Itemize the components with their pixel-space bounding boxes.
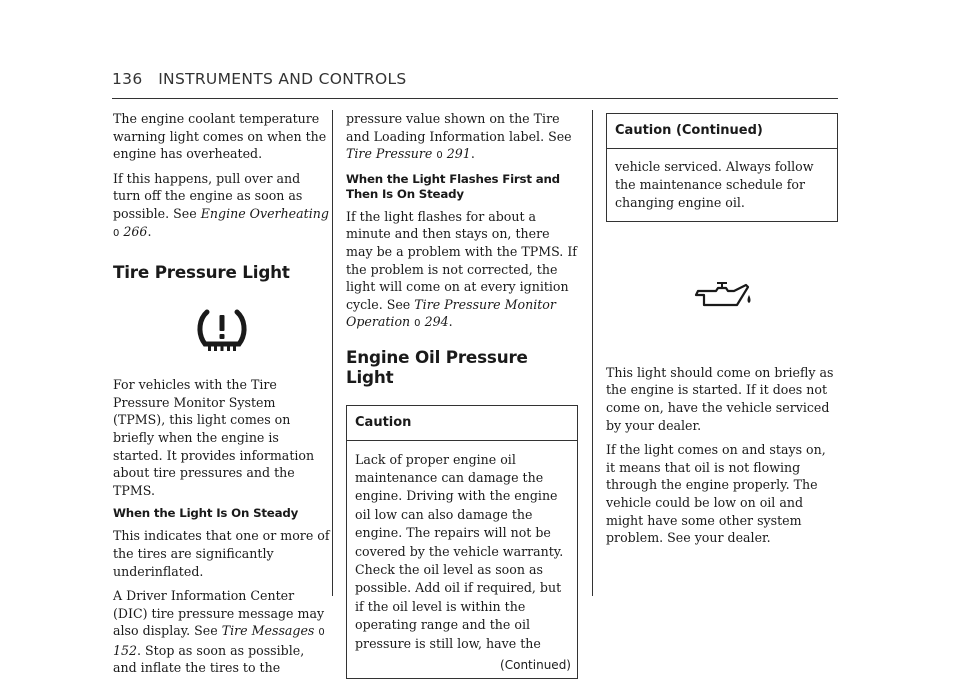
column-3 [606,110,838,554]
ref-arrow-icon: 0 [113,227,120,239]
tpms-icon-wrap [113,306,331,356]
tire-pressure-heading: Tire Pressure Light [113,262,290,283]
ref-page-number[interactable]: 152 [113,642,138,658]
tire-label-paragraph: pressure value shown on the Tire and Loading Information label. See Tire Pressure 0 291. [346,111,572,162]
underinflated-paragraph: This indicates that one or more of the tires are significantly underinflated. [113,528,330,579]
oil-stays-on-paragraph: If the light comes on and stays on, it means that oil is not flowing through the engine properly. The vehicle could be low on oil and might have some other system problem. See your dealer. [606,442,826,546]
ref-tire-pressure[interactable]: Tire Pressure [346,146,433,162]
caution-continued-title: Caution (Continued) [607,114,837,149]
caution-box [346,405,578,679]
ref-tpms-operation[interactable]: Tire Pressure Monitor Operation [346,296,556,330]
oil-can-icon [690,278,754,312]
continued-label: (Continued) [500,658,571,672]
page-number: 136 [112,70,143,88]
caution-continued-body: vehicle serviced. Always follow the maintenance schedule for changing engine oil. [615,158,814,211]
caution-title: Caution [347,406,577,441]
column-divider-1 [332,110,333,596]
steady-heading: When the Light Is On Steady [113,506,299,521]
overheat-paragraph: If this happens, pull over and turn off the engine as soon as possible. See Engine Overheating 0 266. [113,170,329,239]
ref-page-number[interactable]: 266 [123,223,148,239]
ref-page-number[interactable]: 294 [424,314,449,330]
tpms-paragraph: For vehicles with the Tire Pressure Monitor System (TPMS), this light comes on briefly when the engine is started. It provides information about tire pressures and the TPMS. [113,377,315,498]
ref-tire-messages[interactable]: Tire Messages [221,623,315,639]
column-2 [346,110,578,679]
oil-pressure-heading: Engine Oil Pressure Light [346,346,528,387]
column-divider-2 [592,110,593,596]
header-rule [112,98,838,99]
caution-body: Lack of proper engine oil maintenance can damage the engine. Driving with the engine oil low can also damage the engine. The repairs will not be covered by the vehicle warranty. Check the oil level as soon as possible. Add oil if required, but if the oil level is within the operating range and the oil pressure is still low, have the [355,451,564,651]
ref-arrow-icon: 0 [436,150,443,162]
ref-arrow-icon: 0 [318,627,325,639]
column-1 [113,110,331,684]
coolant-paragraph: The engine coolant temperature warning light comes on when the engine has overheated. [113,111,327,162]
oil-light-paragraph: This light should come on briefly as the engine is started. If it does not come on, have the vehicle serviced by your dealer. [606,364,834,433]
section-title: INSTRUMENTS AND CONTROLS [158,70,407,88]
page-header [112,70,407,88]
ref-engine-overheating[interactable]: Engine Overheating [200,205,329,221]
caution-continued-box [606,113,838,222]
ref-page-number[interactable]: 291 [446,146,471,162]
dic-paragraph: A Driver Information Center (DIC) tire pressure message may also display. See Tire Messages 0 152. Stop as soon as possible, and inflate the tires to the [113,588,325,676]
tpms-warning-icon [194,306,250,356]
oil-icon-wrap [606,278,838,312]
flash-heading: When the Light Flashes First and Then Is On Steady [346,171,560,201]
ref-arrow-icon: 0 [414,318,421,330]
flash-paragraph: If the light flashes for about a minute and then stays on, there may be a problem with the TPMS. If the problem is not corrected, the light will come on at every ignition cycle. See Tire Pressure Monitor Operation 0 294. [346,208,577,330]
